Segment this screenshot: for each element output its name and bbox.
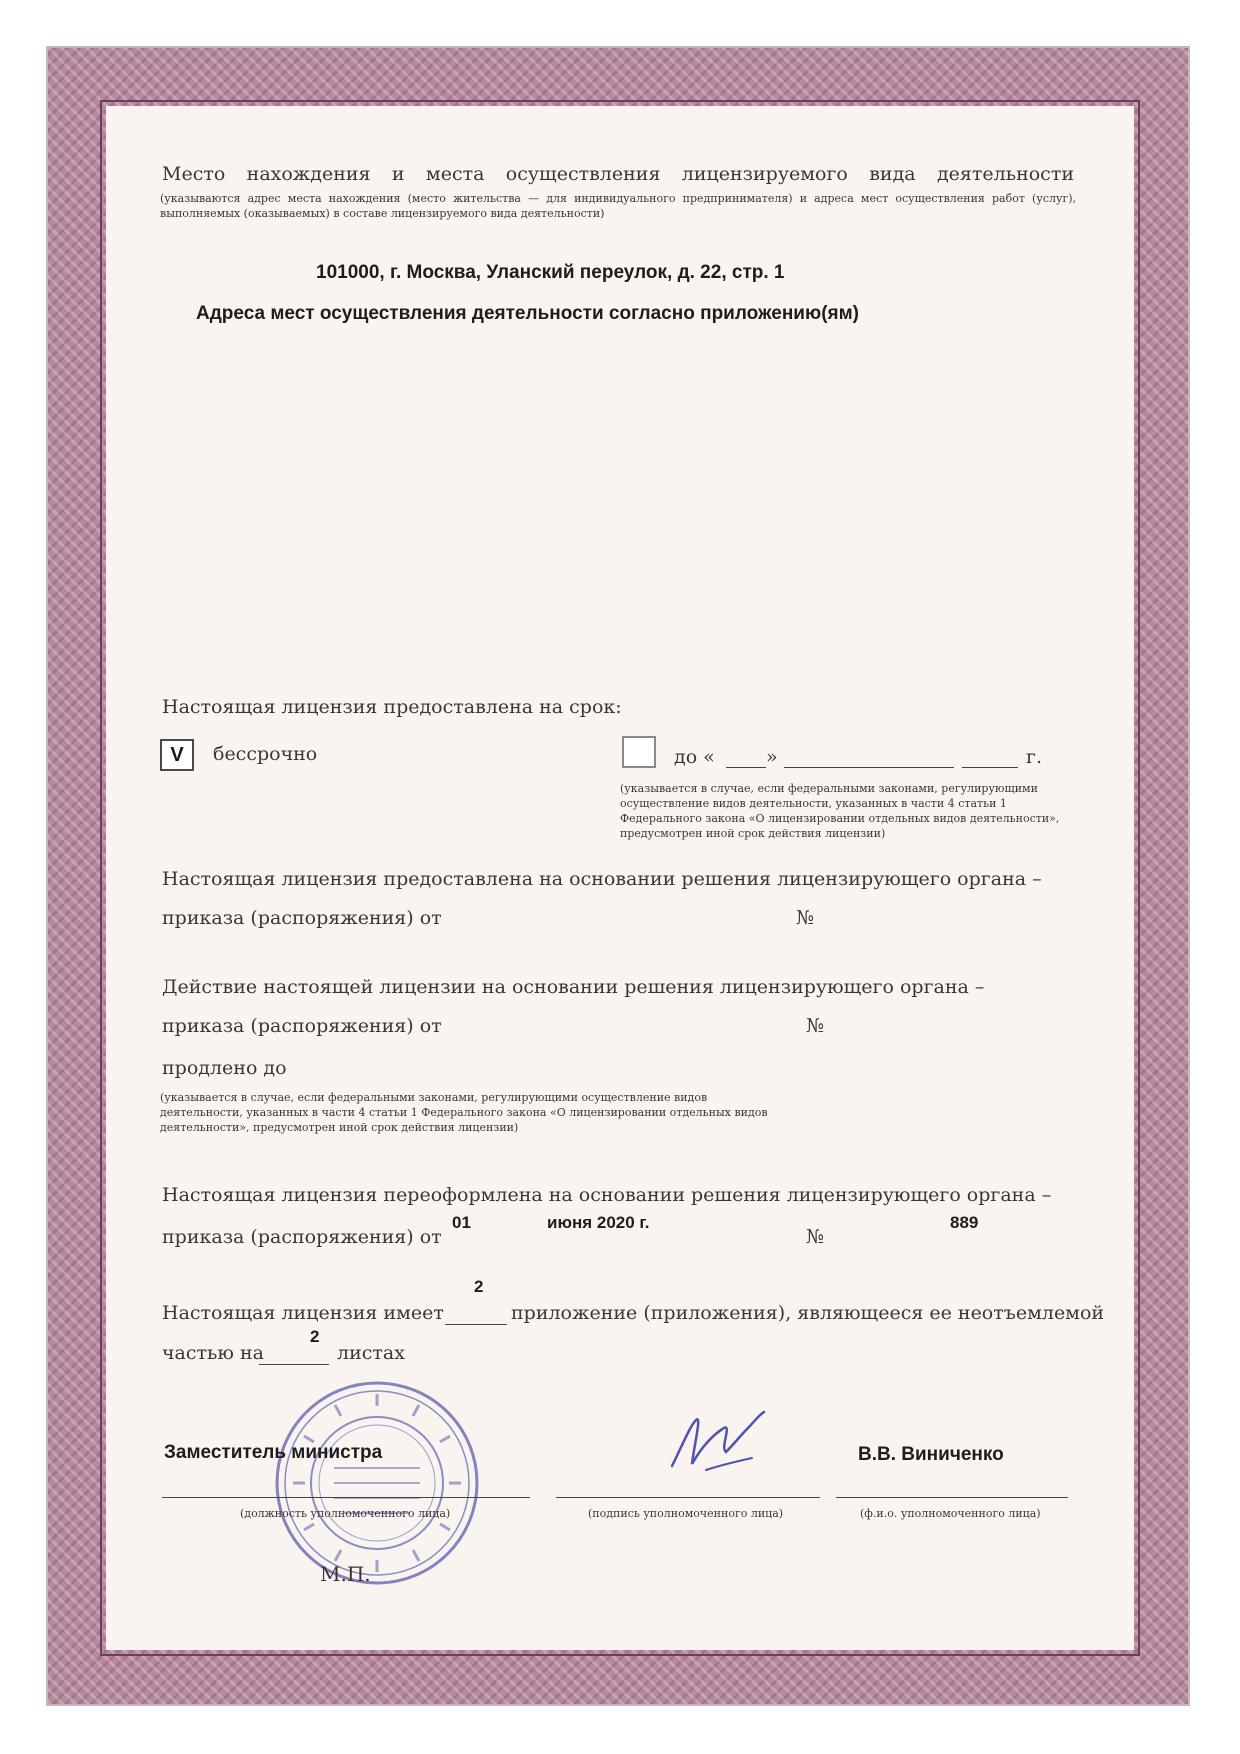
term-heading: Настоящая лицензия предоставлена на срок: [162, 696, 622, 718]
unlimited-label: бессрочно [213, 743, 318, 765]
signature-caption: (подпись уполномоченного лица) [588, 1507, 784, 1520]
extension-note: (указывается в случае, если федеральными законами, регулирующими осуществление видов деятельности, указанных в части 4 статьи 1 Федерального закона «О лицензировании отдельных видов деятельности», предусмотрен иной срок действия лицензии) [160, 1091, 768, 1134]
appendix-sheets: 2 [310, 1327, 320, 1346]
position-caption: (должность уполномоченного лица) [240, 1507, 451, 1520]
name-line [836, 1497, 1068, 1498]
location-heading: Место нахождения и места осуществления лицензируемого вида деятельности [162, 163, 1074, 185]
appendix-count-blank [445, 1324, 507, 1325]
position-line [162, 1497, 530, 1498]
extension-line-1: Действие настоящей лицензии на основании решения лицензирующего органа – [162, 976, 985, 998]
location-note: (указываются адрес места нахождения (место жительства — для индивидуального предпринимателя) и адреса мест осуществления работ (услуг), выполняемых (оказываемых) в составе лицензируемого вида деятельности) [160, 192, 1076, 220]
appendix-line-1a: Настоящая лицензия имеет [162, 1302, 444, 1324]
unlimited-checkbox[interactable] [160, 739, 194, 771]
reissue-number: 889 [950, 1213, 979, 1232]
signatory-name: В.В. Виниченко [858, 1444, 1004, 1465]
basis-line-1: Настоящая лицензия предоставлена на основании решения лицензирующего органа – [162, 868, 1042, 890]
address-appendix-line: Адреса мест осуществления деятельности согласно приложению(ям) [196, 303, 859, 324]
signature-line [556, 1497, 820, 1498]
until-quote-close: » [766, 746, 778, 768]
appendix-line-2a: частью на [162, 1342, 264, 1364]
official-seal [272, 1378, 482, 1588]
basis-number-sign: № [796, 907, 814, 929]
reissue-line-2: приказа (распоряжения) от [162, 1226, 442, 1248]
until-note: (указывается в случае, если федеральными законами, регулирующими осуществление видов деятельности, указанных в части 4 статьи 1 Федерального закона «О лицензировании отдельных видов деятельности», предусмотрен иной срок действия лицензии) [620, 782, 1060, 840]
extension-line-3: продлено до [162, 1057, 287, 1079]
until-year-blank [962, 767, 1018, 768]
until-date-checkbox[interactable] [622, 736, 656, 768]
appendix-count: 2 [474, 1277, 484, 1296]
reissue-number-sign: № [806, 1226, 824, 1248]
checkbox-mark: V [170, 743, 184, 766]
basis-line-2: приказа (распоряжения) от [162, 907, 442, 929]
address-line: 101000, г. Москва, Уланский переулок, д. 22, стр. 1 [316, 262, 785, 283]
appendix-sheets-blank [259, 1364, 329, 1365]
seal-label: М.П. [320, 1562, 371, 1586]
handwritten-signature [662, 1406, 772, 1486]
appendix-line-2b: листах [337, 1342, 405, 1364]
reissue-month-year: июня 2020 г. [547, 1213, 650, 1232]
name-caption: (ф.и.о. уполномоченного лица) [860, 1507, 1041, 1520]
reissue-line-1: Настоящая лицензия переоформлена на основании решения лицензирующего органа – [162, 1184, 1052, 1206]
until-prefix: до « [674, 746, 715, 768]
reissue-day: 01 [452, 1213, 471, 1232]
until-day-blank [726, 767, 766, 768]
appendix-line-1b: приложение (приложения), являющееся ее неотъемлемой [511, 1302, 1105, 1324]
signatory-position: Заместитель министра [164, 1442, 383, 1463]
extension-number-sign: № [806, 1015, 824, 1037]
extension-line-2: приказа (распоряжения) от [162, 1015, 442, 1037]
until-month-blank [784, 767, 954, 768]
until-suffix: г. [1026, 746, 1042, 768]
